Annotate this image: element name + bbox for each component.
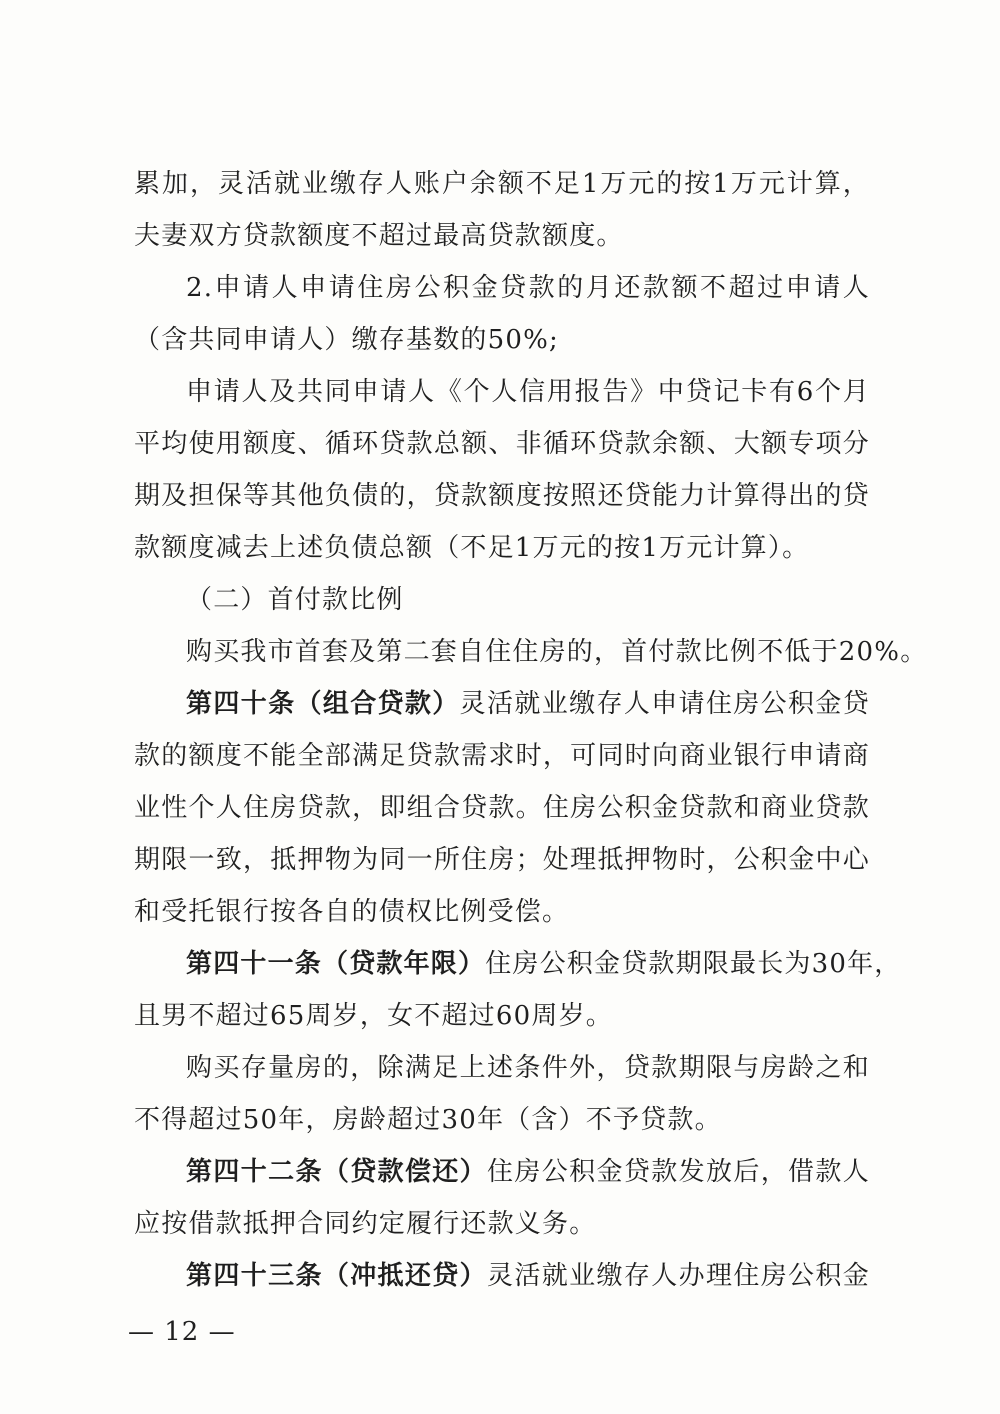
paragraph-line: 期及担保等其他负债的，贷款额度按照还贷能力计算得出的贷 <box>134 481 870 511</box>
page-number: — 12 — <box>128 1317 236 1347</box>
paragraph-line: 业性个人住房贷款，即组合贷款。住房公积金贷款和商业贷款 <box>134 793 870 823</box>
article-heading: 第四十二条（贷款偿还） <box>186 1157 488 1187</box>
paragraph-line: 和受托银行按各自的债权比例受偿。 <box>134 897 570 927</box>
document-body <box>134 158 928 1302</box>
paragraph-line: 购买存量房的，除满足上述条件外，贷款期限与房龄之和 <box>186 1053 870 1083</box>
paragraph-line: 申请人及共同申请人《个人信用报告》中贷记卡有6个月 <box>186 377 870 407</box>
paragraph-line: 2.申请人申请住房公积金贷款的月还款额不超过申请人 <box>186 273 870 303</box>
paragraph-line <box>134 678 870 730</box>
article-heading: 第四十一条（贷款年限） <box>186 949 486 979</box>
paragraph-line: 款额度减去上述负债总额（不足1万元的按1万元计算）。 <box>134 533 810 563</box>
paragraph-line: 款的额度不能全部满足贷款需求时，可同时向商业银行申请商 <box>134 741 870 771</box>
paragraph-line: 不得超过50年，房龄超过30年（含）不予贷款。 <box>134 1105 722 1135</box>
paragraph-line <box>134 1146 870 1198</box>
paragraph-line <box>134 938 902 990</box>
paragraph-line: 累加，灵活就业缴存人账户余额不足1万元的按1万元计算， <box>134 169 870 199</box>
paragraph-line: 且男不超过65周岁，女不超过60周岁。 <box>134 1001 613 1031</box>
paragraph-line: 平均使用额度、循环贷款总额、非循环贷款余额、大额专项分 <box>134 429 870 459</box>
paragraph-line: 应按借款抵押合同约定履行还款义务。 <box>134 1209 597 1239</box>
paragraph-text: 灵活就业缴存人办理住房公积金 <box>487 1261 870 1291</box>
paragraph-line: 购买我市首套及第二套自住住房的，首付款比例不低于20%。 <box>186 637 928 667</box>
paragraph-text: 灵活就业缴存人申请住房公积金贷 <box>459 689 870 719</box>
paragraph-line: 夫妻双方贷款额度不超过最高贷款额度。 <box>134 221 624 251</box>
article-heading: 第四十三条（冲抵还贷） <box>186 1261 488 1291</box>
paragraph-line <box>134 1250 870 1302</box>
paragraph-line: 期限一致，抵押物为同一所住房；处理抵押物时，公积金中心 <box>134 845 870 875</box>
section-heading: （二）首付款比例 <box>186 585 404 615</box>
paragraph-text: 住房公积金贷款期限最长为30年， <box>485 949 902 979</box>
article-heading: 第四十条（组合贷款） <box>186 689 460 719</box>
paragraph-line: （含共同申请人）缴存基数的50%; <box>134 325 559 355</box>
paragraph-text: 住房公积金贷款发放后，借款人 <box>487 1157 870 1187</box>
